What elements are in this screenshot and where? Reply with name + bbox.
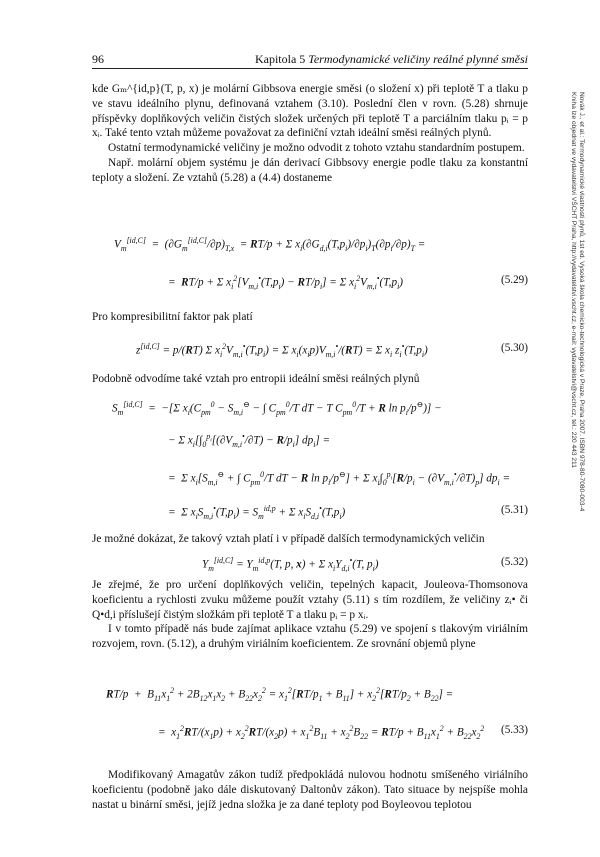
chapter-heading — [255, 52, 528, 67]
chapter-label: Kapitola 5 — [254, 52, 306, 66]
equation-number: (5.29) — [500, 274, 528, 286]
text-block-4 — [92, 532, 528, 547]
paragraph-1: kde Gₘ^{id,p}(T, p, x) je molární Gibbsova energie směsi (o složení x) při teplotě T a tlaku p ve stavu ideálního plynu, definovaná vztahem (3.10). Poslední člen v rovn. (5.28) shrnuje příspěvky doplňkových veličin čistých složek určených při teplotě T a parciálním tlaku pᵢ = p xᵢ. Také tento vztah můžeme považovat za definiční vztah ideální směsi reálných plynů. — [92, 83, 528, 140]
paragraph-3: Např. molární objem systému je dán derivací Gibbsovy energie podle tlaku za konstantní teploty a složení. Ze vztahů (5.28) a (4.4) dostaneme — [92, 156, 528, 184]
citation-line-2: Kniha lze objednat ve vydavatelství VŠCHT Praha, http://vydavatelstvi.vscht.cz, e-mail: vydavatelstvi@vscht.cz, tel.: 220 443 211 — [570, 92, 577, 468]
paragraph-4: Pro kompresibilitní faktor pak platí — [92, 311, 253, 323]
text-block-1 — [92, 82, 528, 186]
text-block-5 — [92, 578, 528, 652]
paragraph-8: I v tomto případě nás bude zajímat aplikace vztahu (5.29) ve spojení s tlakovým viriálním rozvojem, rovn. (5.12), a druhým viriálním koeficientem. Ze srovnání objemů plyne — [92, 623, 528, 651]
equation-number: (5.32) — [500, 556, 528, 568]
page-number: 96 — [92, 52, 104, 66]
chapter-title: Termodynamické veličiny reálné plynné směsi — [308, 52, 528, 66]
paragraph-5: Podobně odvodíme také vztah pro entropii ideální směsi reálných plynů — [92, 373, 420, 385]
side-citation — [569, 92, 585, 698]
citation-line-1: Novák J., et al.: Termodynamické vlastnosti plynů, 1st ed. Vysoká škola chemicko-technologická v Praze, Praha 2007. ISBN 978-80-7080-003-4 — [578, 92, 585, 512]
equation-5-31: $S_m[id,C] = -[\Sigma$ $x_i(C_{pm}^0 - S_{m,i}^⊖$ − ∫ $C_{pm}^0/T$ dT − T $C_{pm}^0/T + R$ $\ln p_i/p^⊖$)] − − Σ $x_i[\int_0^{p_i}[(\partial V_{m,i}^•/\partial T) - R/p_i] dp_i]$ = = Σ $x_i[S_{m,i}^⊖$ + ∫ $C_{pm}^0/T$ dT − R $\ln p_i/p^⊖] + \Sigma$ $x_i\int_0^{p_i}[R/p_i - (\partial V_{m,i}^•/\partial T)_p] dp_i$ = = Σ $x_iS_{m,i}^•(T,p_i) = S_m^{id,p} + \Sigma$ $x_iS_{d,i}^•(T,p_i)$ (5.31) — [112, 400, 528, 521]
equation-5-33: $RT/p + B_{11}x_1^2 + 2B_{12}x_1x_2 + B_{22}x_2^2 = x_1^2[RT/p_1 + B_{11}] + x_2^2[RT/p_2 + B_{22}]$ = = $x_1^2RT/(x_1p) + x_2^2RT/(x_2p) + x_1^2B_{11} + x_2^2B_{22} = RT/p + B_{11}x_1^2 + B_{22}x_2^2$ (5.33) — [106, 686, 528, 741]
equation-number: (5.31) — [500, 504, 528, 516]
paragraph-9: Modifikovaný Amagatův zákon tudíž předpokládá nulovou hodnotu smíšeného viriálního koeficientu (podobně jako dále diskutovaný Daltonův zákon). Tato situace by nejspíše mohla nastat u binární směsi, jejíž jedna složka je za dané teploty pod Boyleovou teplotou — [92, 769, 528, 811]
paragraph-6: Je možné dokázat, že takový vztah platí i v případě dalších termodynamických veličin — [92, 533, 485, 545]
equation-number: (5.33) — [500, 724, 528, 736]
text-block-6 — [92, 768, 528, 812]
text-block-3 — [92, 372, 528, 387]
equation-5-29: $V_m[id,C] = (\partial G_m[id,C]/\partial p)_{T,x} = RT/p + \Sigma$ $x_i(\partial G_{d,i}(T,p_i)/\partial p_i)_T(\partial p_i/\partial p)_T$ = = RT/p + Σ $x_i^2[V_{m,i}^•(T,p_i) - RT/p_i] = \Sigma$ $x_i^2V_{m,i}^•(T,p_i)$ (5.29) — [114, 236, 528, 291]
equation-5-30: z[id,C] = p/(RT) Σ $x_i^2V_{m,i}^•(T,p_i) = \Sigma$ $x_i(x_ip)V_{m,i}^•/(RT) = \Sigma$ $x_i$ $z_i^•(T,p_i)$ (5.30) — [136, 342, 528, 359]
equation-5-32: $Y_m[id,C] = Y_m^{id,p}(T$, p, x) + Σ $x_iY_{d,i}^•(T$, $p_i$) (5.32) — [202, 556, 528, 573]
running-header — [92, 52, 528, 69]
equation-number: (5.30) — [500, 342, 528, 354]
paragraph-7: Je zřejmé, že pro určení doplňkových veličin, tepelných kapacit, Jouleova-Thomsonova koeficientu a rychlosti zvuku můžeme použít vztahy (5.11) s tím rozdílem, že veličiny zᵢ• či Q•d,i příslušejí čistým složkám při teplotě T a tlaku pᵢ = p xᵢ. — [92, 579, 528, 621]
paragraph-2: Ostatní termodynamické veličiny je možno odvodit z tohoto vztahu standardním postupem. — [108, 142, 525, 155]
text-block-2 — [92, 310, 528, 325]
